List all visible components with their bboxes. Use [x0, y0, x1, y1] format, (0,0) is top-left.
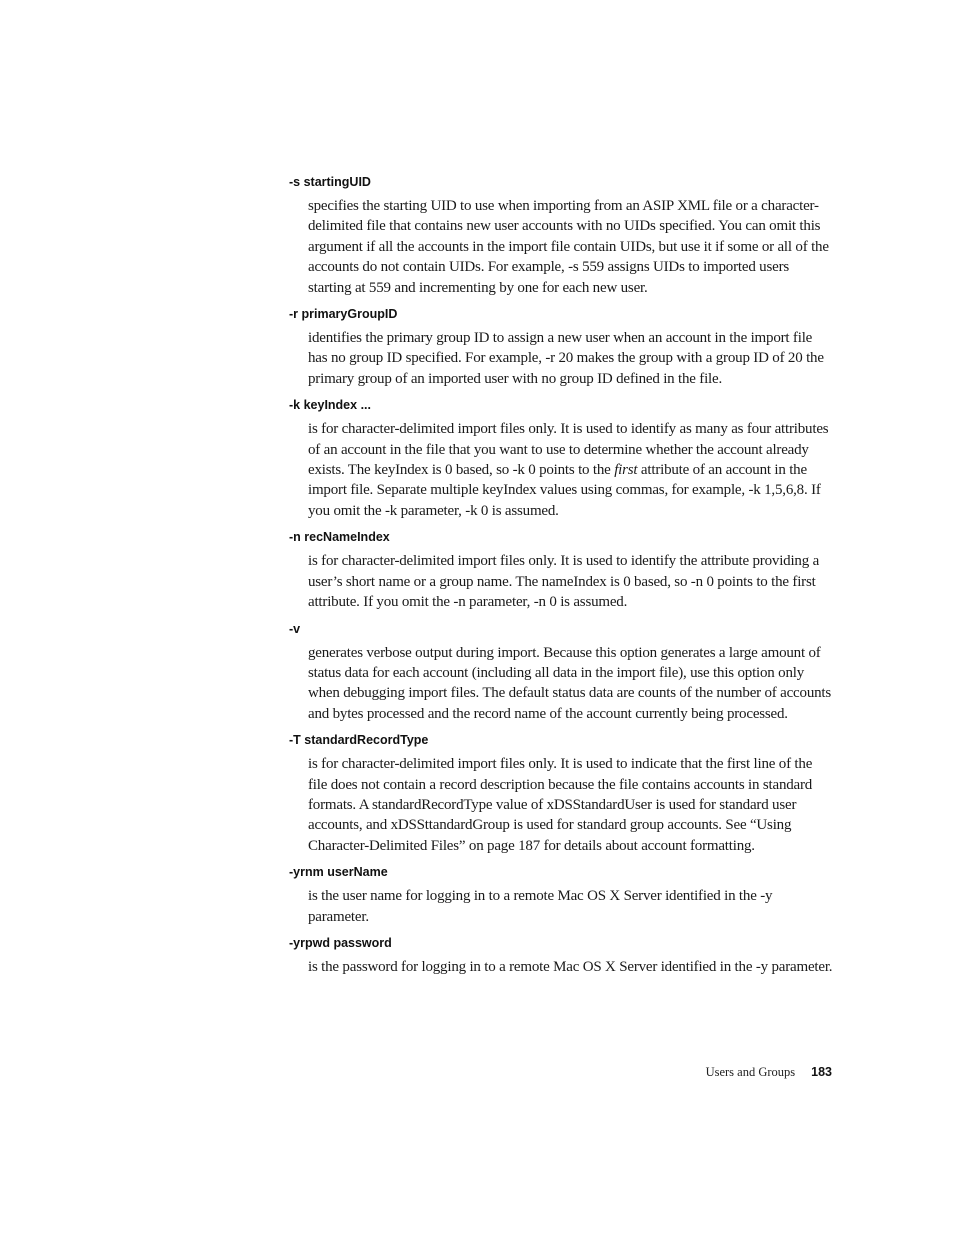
option-term: -T standardRecordType — [289, 733, 429, 748]
description-text: attribute of an account in the import file. Separate multiple keyIndex values using commas, for example, -k 1,5,6,8. If you omit the -k parameter, -k 0 is assumed. — [308, 462, 821, 519]
option-term: -s startingUID — [289, 175, 371, 189]
document-body — [289, 174, 849, 985]
option-entry-v — [289, 621, 849, 725]
option-entry-T — [289, 732, 849, 856]
option-description: is the user name for logging in to a remote Mac OS X Server identified in the -y parameter. — [308, 888, 773, 925]
description-text: is for character-delimited import files only. It is used to identify as many as four attributes of an account in the file that you want to use to determine whether the account already exists. The keyIndex is 0 based, so -k 0 points to the — [308, 421, 829, 479]
option-description: generates verbose output during import. Because this option generates a large amount of status data for each account (including all data in the import file), use this option only when debugging import files. The default status data are counts of the number of accounts and bytes processed and the record name of the account currently being processed. — [308, 644, 832, 722]
option-description: identifies the primary group ID to assign a new user when an account in the import file has no group ID specified. For example, -r 20 makes the group with a group ID of 20 the primary group of an imported user with no group ID defined in the file. — [308, 330, 824, 387]
page-footer — [640, 1063, 832, 1081]
option-term: -v — [289, 621, 301, 636]
option-entry-yrpwd — [289, 935, 849, 977]
footer-section-title: Users and Groups — [705, 1065, 796, 1079]
option-entry-s — [289, 174, 849, 298]
option-description: specifies the starting UID to use when importing from an ASIP XML file or a character-delimited file that contains new user accounts with no UIDs specified. You can omit this argument if all the accounts in the import file contain UIDs, but use it if some or all of the accounts do not contain UIDs. For example, -s 559 assigns UIDs to imported users starting at 559 and incrementing by one for each new user. — [308, 198, 829, 296]
option-description: is for character-delimited import files only. It is used to indicate that the first line of the file does not contain a record description because the file contains accounts in standard formats. A standardRecordType value of xDSStandardUser is used for standard user accounts, and xDSSttandardGroup is used for standard group accounts. See “Using Character-Delimited Files” on page 187 for details about account formatting. — [308, 756, 813, 854]
option-term: -yrnm userName — [289, 865, 388, 880]
option-term: -yrpwd password — [289, 935, 392, 950]
emphasis-text: first — [614, 462, 638, 479]
option-description: is for character-delimited import files only. It is used to identify the attribute providing a user’s short name or a group name. The nameIndex is 0 based, so -n 0 points to the first attribute. If you omit the -n parameter, -n 0 is assumed. — [308, 553, 820, 611]
option-term: -r primaryGroupID — [289, 307, 398, 322]
option-description: is the password for logging in to a remote Mac OS X Server identified in the -y parameter. — [308, 958, 833, 975]
option-entry-n — [289, 529, 849, 612]
page-number: 183 — [811, 1065, 832, 1079]
option-entry-yrnm — [289, 864, 849, 927]
option-term: -k keyIndex ... — [289, 398, 371, 413]
option-entry-k — [289, 397, 849, 521]
option-description — [308, 419, 833, 521]
option-entry-r — [289, 306, 849, 389]
option-term: -n recNameIndex — [289, 530, 390, 545]
